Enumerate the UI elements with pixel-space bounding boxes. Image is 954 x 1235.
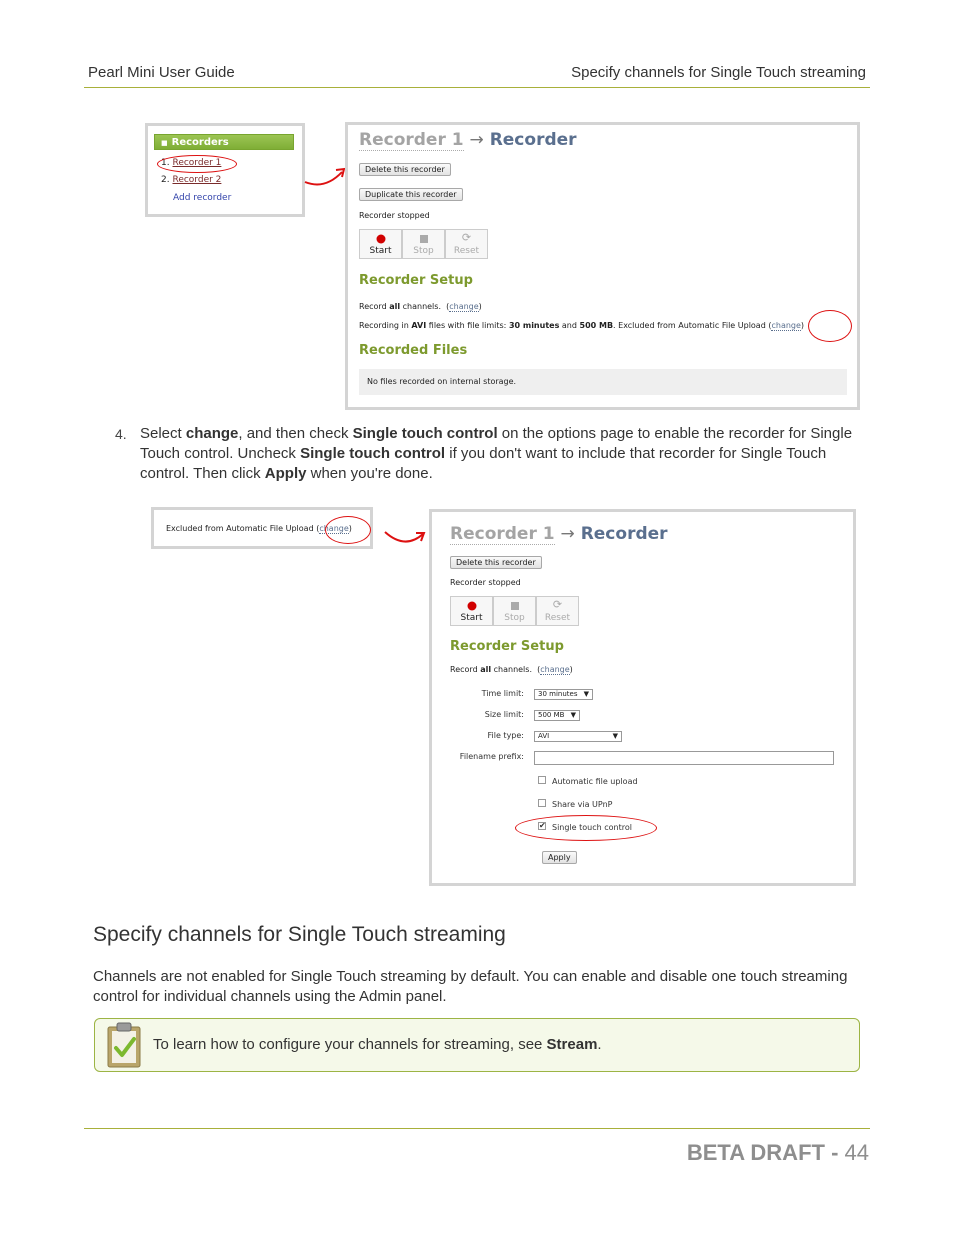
change-upload-link[interactable]: change — [319, 524, 349, 533]
share-upnp-label: Share via UPnP — [552, 800, 613, 809]
share-upnp-checkbox[interactable] — [538, 799, 546, 807]
sidebar-item-recorder-2[interactable]: 2. Recorder 2 — [161, 175, 222, 185]
time-limit-label: Time limit: — [481, 689, 524, 698]
section-body: Channels are not enabled for Single Touch streaming by default. You can enable and disable one touch streaming control for individual channels using the Admin panel. — [93, 968, 848, 1005]
recorders-sidebar-header: ■ Recorders — [154, 134, 294, 150]
stop-button[interactable]: Stop — [493, 596, 536, 626]
start-button[interactable]: Start — [359, 229, 402, 259]
excluded-upload-text: Excluded from Automatic File Upload (change) — [166, 524, 352, 533]
header-section: Specify channels for Single Touch streaming — [571, 64, 866, 81]
highlight-circle — [157, 155, 237, 173]
filename-prefix-input[interactable] — [534, 751, 834, 765]
footer-label: BETA DRAFT - 44 — [686, 1140, 869, 1165]
page-number: 44 — [844, 1140, 869, 1165]
sidebar-item-recorder-1[interactable]: 1. Recorder 1 — [161, 158, 222, 168]
start-button[interactable]: Start — [450, 596, 493, 626]
callout-text: To learn how to configure your channels for streaming, see Stream. — [153, 1036, 602, 1053]
dropdown-arrow-icon: ▼ — [612, 732, 618, 740]
automatic-upload-checkbox[interactable] — [538, 776, 546, 784]
recorder-options-screenshot — [429, 509, 856, 886]
step-number: 4. — [115, 426, 127, 442]
time-limit-select[interactable]: 30 minutes ▼ — [534, 689, 593, 700]
filename-prefix-label: Filename prefix: — [459, 752, 524, 761]
stop-button[interactable]: Stop — [402, 229, 445, 259]
recorder-setup-title: Recorder Setup — [359, 273, 473, 288]
automatic-upload-label: Automatic file upload — [552, 777, 638, 786]
change-upload-link[interactable]: change — [771, 321, 801, 330]
dropdown-arrow-icon: ▼ — [583, 690, 589, 698]
dropdown-arrow-icon: ▼ — [570, 711, 576, 719]
stream-link[interactable]: Stream — [546, 1036, 598, 1053]
recorder-panel-screenshot — [345, 122, 860, 410]
record-channels-text: Record all channels. (change) — [359, 302, 482, 311]
recorder-controls — [359, 229, 488, 259]
curved-arrow-icon — [380, 522, 430, 550]
refresh-icon: ⟳ — [461, 231, 472, 244]
apply-button[interactable]: Apply — [542, 851, 577, 864]
recorded-files-box — [359, 369, 847, 395]
record-icon — [467, 601, 477, 611]
record-icon — [376, 234, 386, 244]
file-type-label: File type: — [487, 731, 524, 740]
recorder-controls — [450, 596, 579, 626]
header-title: Pearl Mini User Guide — [88, 64, 235, 81]
highlight-circle — [808, 310, 852, 342]
delete-recorder-button[interactable]: Delete this recorder — [359, 163, 451, 176]
clipboard-check-icon — [106, 1021, 142, 1069]
recording-limits-text: Recording in AVI files with file limits: 30 minutes and 500 MB. Excluded from Automatic File Upload (change) — [359, 321, 805, 330]
panel-title: Recorder 1 → Recorder — [359, 130, 577, 150]
header-rule — [84, 87, 870, 88]
stop-icon — [419, 234, 429, 244]
refresh-icon: ⟳ — [552, 598, 563, 611]
file-type-select[interactable]: AVI ▼ — [534, 731, 622, 742]
reset-button[interactable]: ⟳ Reset — [536, 596, 579, 626]
highlight-circle — [515, 815, 657, 841]
curved-arrow-icon — [300, 160, 350, 190]
size-limit-label: Size limit: — [484, 710, 524, 719]
record-channels-text: Record all channels. (change) — [450, 665, 573, 674]
add-recorder-link[interactable]: Add recorder — [173, 193, 232, 203]
no-files-text: No files recorded on internal storage. — [367, 377, 517, 386]
recorder-status: Recorder stopped — [359, 211, 430, 220]
upload-snippet-screenshot — [151, 507, 373, 549]
size-limit-select[interactable]: 500 MB ▼ — [534, 710, 580, 721]
panel-title: Recorder 1 → Recorder — [450, 524, 668, 544]
section-heading: Specify channels for Single Touch streaming — [93, 923, 506, 946]
delete-recorder-button[interactable]: Delete this recorder — [450, 556, 542, 569]
duplicate-recorder-button[interactable]: Duplicate this recorder — [359, 188, 463, 201]
change-channels-link[interactable]: change — [540, 665, 570, 674]
check-icon: ✔ — [539, 821, 546, 830]
tip-callout — [94, 1018, 860, 1072]
change-channels-link[interactable]: change — [449, 302, 479, 311]
single-touch-label: Single touch control — [552, 823, 632, 832]
recorder-status: Recorder stopped — [450, 578, 521, 587]
footer-rule — [84, 1128, 870, 1129]
highlight-circle — [325, 516, 371, 544]
stop-icon — [510, 601, 520, 611]
recorder-setup-title: Recorder Setup — [450, 639, 564, 654]
reset-button[interactable]: ⟳ Reset — [445, 229, 488, 259]
recorders-sidebar-screenshot — [145, 123, 305, 217]
step-4-text: Select change, and then check Single touch control on the options page to enable the recorder for Single Touch control. Uncheck Single touch control if you don't want to include that recorder for Single Touch control. Then click Apply when you're done. — [140, 425, 853, 482]
recorded-files-title: Recorded Files — [359, 343, 468, 358]
